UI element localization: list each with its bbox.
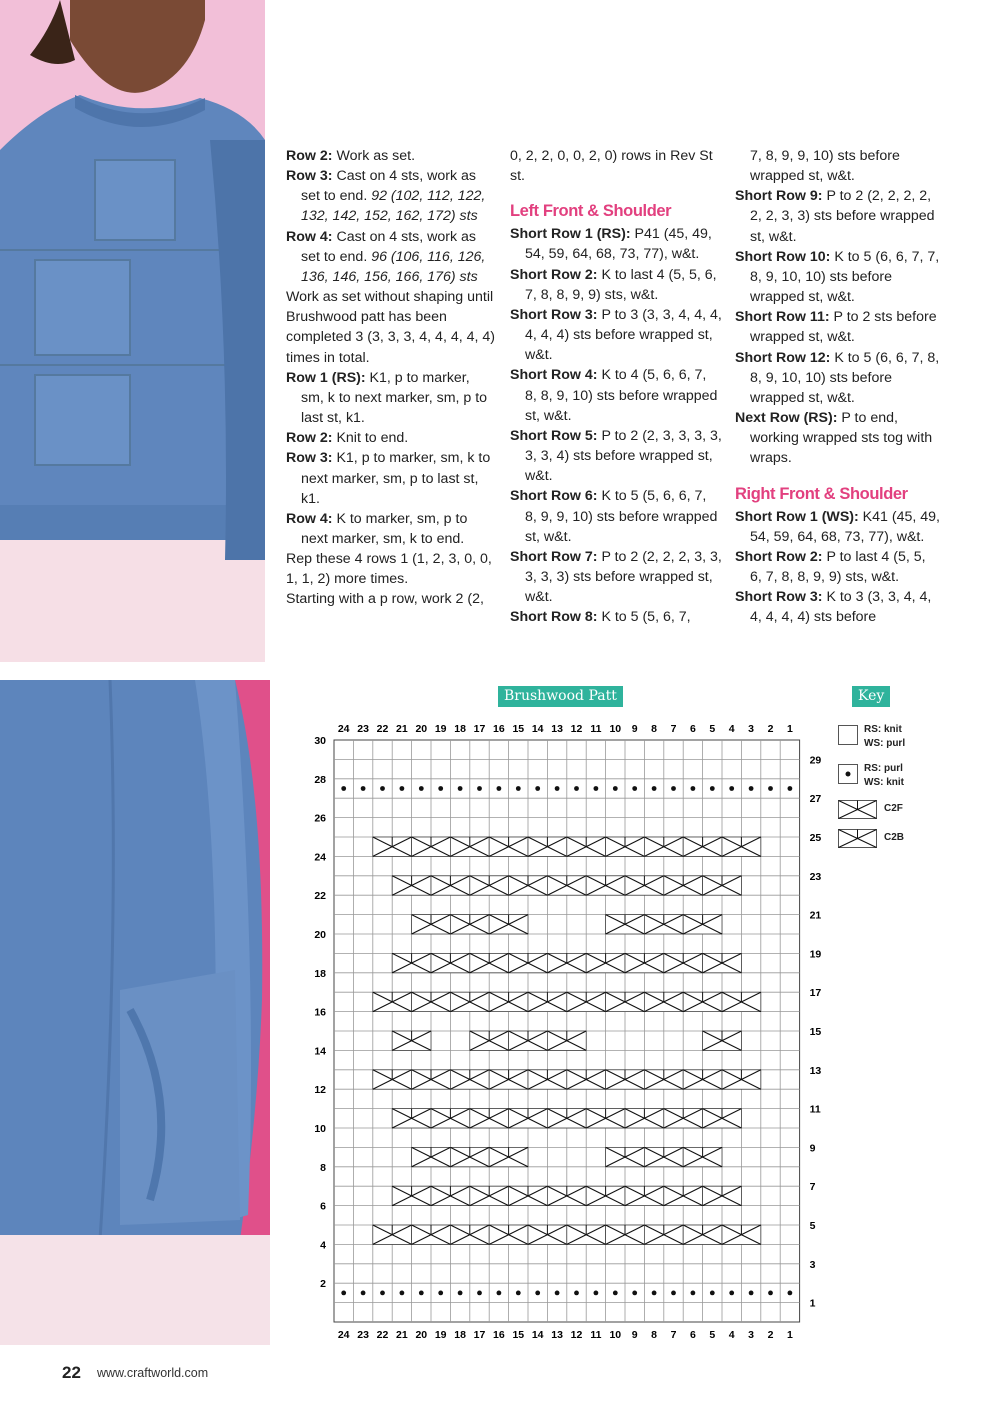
key-label-line: WS: purl xyxy=(864,738,906,749)
row-label: Short Row 3: xyxy=(510,306,598,323)
purl-dot xyxy=(632,786,637,791)
purl-dot xyxy=(535,786,540,791)
instruction-text: Knit to end. xyxy=(332,430,409,447)
instruction-text: K1, p to marker, sm, k to next marker, sm, p to last st, k1. xyxy=(301,450,491,507)
row-number-left: 14 xyxy=(314,1045,326,1058)
column-number-bottom: 2 xyxy=(767,1329,774,1341)
row-number-left: 22 xyxy=(314,890,326,903)
purl-dot xyxy=(768,1291,773,1296)
row-number-left: 16 xyxy=(314,1006,326,1019)
instruction-text: 7, 8, 9, 9, 10) sts before wrapped st, w&t. xyxy=(750,148,900,185)
row-label: Short Row 6: xyxy=(510,488,598,505)
instruction-paragraph xyxy=(735,547,940,587)
instruction-paragraph xyxy=(286,549,496,589)
instruction-paragraph xyxy=(735,307,940,347)
row-label: Row 3: xyxy=(286,168,333,185)
column-number-top: 14 xyxy=(531,723,544,735)
brushwood-chart xyxy=(300,710,820,1350)
row-number-right: 13 xyxy=(809,1064,822,1077)
row-label: Row 2: xyxy=(286,148,333,164)
purl-dot xyxy=(458,1291,463,1296)
row-number-right: 27 xyxy=(809,793,822,806)
column-number-top: 7 xyxy=(670,723,677,735)
row-label: Short Row 1 (RS): xyxy=(510,226,631,243)
column-number-top: 9 xyxy=(631,723,638,735)
column-number-top: 13 xyxy=(551,723,563,735)
purl-dot xyxy=(652,1291,657,1296)
instruction-paragraph xyxy=(510,146,722,186)
row-number-right: 11 xyxy=(809,1103,821,1116)
column-number-top: 12 xyxy=(570,723,583,735)
pattern-text-column-1 xyxy=(286,146,496,610)
purl-dot xyxy=(710,786,715,791)
instruction-text: K to 3 (3, 3, 4, 4, 4, 4, 4, 4) sts before xyxy=(750,589,932,626)
purl-dot xyxy=(788,786,793,791)
instruction-text: Starting with a p row, work 2 (2, xyxy=(286,591,484,608)
column-number-top: 21 xyxy=(396,723,408,735)
row-number-left: 30 xyxy=(314,735,326,747)
instruction-paragraph xyxy=(286,509,496,549)
row-label: Next Row (RS): xyxy=(735,410,838,427)
purl-dot xyxy=(400,1291,405,1296)
instruction-text: K to marker, sm, p to next marker, sm, k to end. xyxy=(301,510,468,547)
instruction-text: K41 (45, 49, 54, 59, 64, 68, 73, 77), w&t. xyxy=(750,508,940,545)
purl-dot xyxy=(419,1291,424,1296)
instruction-text: P41 (45, 49, 54, 59, 64, 68, 73, 77), w&t. xyxy=(525,226,712,263)
instruction-text: Cast on 4 sts, work as set to end. xyxy=(301,228,477,265)
column-number-top: 23 xyxy=(357,723,369,735)
column-number-bottom: 12 xyxy=(570,1329,583,1341)
column-number-bottom: 6 xyxy=(689,1329,696,1341)
column-number-bottom: 20 xyxy=(415,1329,428,1341)
row-label: Short Row 2: xyxy=(735,548,823,565)
row-number-right: 29 xyxy=(809,754,822,767)
instruction-paragraph xyxy=(286,448,496,508)
instruction-paragraph xyxy=(735,186,940,246)
key-label-line: RS: knit xyxy=(864,724,902,735)
instruction-text: P to last 4 (5, 5, 6, 7, 8, 8, 9, 9) sts, w&t. xyxy=(750,548,926,585)
instruction-paragraph xyxy=(286,368,496,428)
purl-dot xyxy=(341,786,346,791)
column-number-bottom: 18 xyxy=(454,1329,466,1341)
purl-dot xyxy=(555,786,560,791)
model-sweater-front-photo xyxy=(0,0,265,662)
column-number-top: 10 xyxy=(609,723,622,735)
purl-dot xyxy=(749,786,754,791)
instruction-text: Rep these 4 rows 1 (1, 2, 3, 0, 0, 1, 1, 2) more times. xyxy=(286,551,492,588)
row-number-left: 20 xyxy=(314,929,326,941)
purl-dot xyxy=(438,786,443,791)
section-heading: Left Front & Shoulder xyxy=(510,202,672,221)
instruction-text: K to 5 (5, 6, 7, xyxy=(597,609,691,626)
key-title: Key xyxy=(852,686,890,707)
instruction-paragraph xyxy=(735,507,940,547)
column-number-top: 1 xyxy=(786,723,793,735)
instruction-text: K to 5 (6, 6, 7, 8, 8, 9, 10, 10) sts before wrapped st, w&t. xyxy=(750,349,940,406)
instruction-text: K to 4 (5, 6, 6, 7, 8, 8, 9, 10) sts before wrapped st, w&t. xyxy=(525,367,718,424)
knit-symbol-icon xyxy=(838,725,858,745)
instruction-paragraph xyxy=(735,408,940,468)
purl-dot xyxy=(419,786,424,791)
row-label: Row 3: xyxy=(286,450,333,467)
row-number-right: 9 xyxy=(809,1142,816,1155)
column-number-bottom: 10 xyxy=(609,1329,622,1341)
column-number-bottom: 3 xyxy=(748,1329,755,1341)
purl-dot xyxy=(574,786,579,791)
column-number-bottom: 7 xyxy=(670,1329,677,1341)
row-number-right: 1 xyxy=(809,1297,816,1310)
instruction-paragraph xyxy=(510,224,722,264)
purl-dot xyxy=(768,786,773,791)
pattern-text-column-3 xyxy=(735,146,940,627)
purl-dot xyxy=(691,1291,696,1296)
purl-dot xyxy=(438,1291,443,1296)
row-number-right: 15 xyxy=(809,1026,822,1038)
row-number-left: 4 xyxy=(320,1239,326,1252)
stitch-count: 92 (102, 112, 122, 132, 142, 152, 162, 172) sts xyxy=(301,188,486,225)
instruction-paragraph xyxy=(286,589,496,609)
instruction-paragraph xyxy=(735,146,940,186)
purl-dot xyxy=(380,786,385,791)
row-number-left: 28 xyxy=(314,773,326,786)
instruction-paragraph xyxy=(510,426,722,486)
column-number-top: 8 xyxy=(651,723,658,735)
row-label: Short Row 4: xyxy=(510,367,598,384)
instruction-text: Work as set without shaping until Brushwood patt has been completed 3 (3, 3, 3, 4, 4, 4, 4, 4) times in total. xyxy=(286,289,495,366)
column-number-bottom: 21 xyxy=(396,1329,408,1341)
purl-dot xyxy=(477,786,482,791)
column-number-top: 18 xyxy=(454,723,466,735)
row-number-right: 5 xyxy=(809,1220,816,1232)
column-number-top: 20 xyxy=(415,723,428,735)
column-number-top: 6 xyxy=(689,723,696,735)
instruction-paragraph xyxy=(510,607,722,627)
column-number-bottom: 17 xyxy=(473,1329,486,1341)
row-label: Short Row 9: xyxy=(735,188,823,205)
instruction-paragraph xyxy=(286,227,496,287)
row-label: Short Row 1 (WS): xyxy=(735,508,859,525)
row-number-right: 7 xyxy=(809,1181,816,1194)
purl-dot xyxy=(594,786,599,791)
row-number-right: 23 xyxy=(809,870,822,883)
instruction-paragraph xyxy=(735,247,940,307)
row-number-left: 8 xyxy=(320,1161,326,1174)
purl-dot xyxy=(516,786,521,791)
purl-dot xyxy=(613,786,618,791)
row-number-right: 19 xyxy=(809,948,822,961)
row-number-right: 17 xyxy=(809,987,822,1000)
column-number-bottom: 22 xyxy=(376,1329,389,1341)
key-label-line: RS: purl xyxy=(864,763,903,774)
purl-dot xyxy=(341,1291,346,1296)
row-label: Short Row 10: xyxy=(735,248,831,265)
instruction-paragraph xyxy=(510,305,722,365)
column-number-top: 17 xyxy=(473,723,486,735)
row-number-left: 24 xyxy=(314,851,326,864)
row-number-left: 6 xyxy=(320,1200,326,1213)
row-label: Short Row 5: xyxy=(510,427,598,444)
column-number-bottom: 24 xyxy=(337,1329,350,1341)
purl-dot xyxy=(380,1291,385,1296)
c2f-cable-icon xyxy=(838,800,878,820)
column-number-bottom: 23 xyxy=(357,1329,369,1341)
column-number-top: 24 xyxy=(337,723,350,735)
column-number-top: 16 xyxy=(493,723,505,735)
instruction-text: K1, p to marker, sm, k to next marker, sm, p to last st, k1. xyxy=(301,369,488,427)
purl-dot xyxy=(671,786,676,791)
purl-dot xyxy=(555,1291,560,1296)
instruction-text: P to 2 (2, 2, 2, 3, 3, 3, 3, 3) sts before wrapped st, w&t. xyxy=(525,548,722,606)
row-label: Short Row 3: xyxy=(735,589,823,606)
column-number-bottom: 4 xyxy=(728,1329,735,1341)
row-number-left: 26 xyxy=(314,812,326,825)
purl-dot xyxy=(594,1291,599,1296)
instruction-text: K to 5 (5, 6, 6, 7, 8, 9, 9, 10) sts before wrapped st, w&t. xyxy=(525,488,718,545)
purl-dot xyxy=(729,786,734,791)
key-label-line: C2B xyxy=(884,832,905,843)
row-number-left: 2 xyxy=(320,1278,326,1291)
row-label: Short Row 11: xyxy=(735,309,830,326)
column-number-top: 5 xyxy=(709,723,716,735)
website-url: www.craftworld.com xyxy=(97,1366,209,1380)
instruction-paragraph xyxy=(286,166,496,226)
column-number-bottom: 19 xyxy=(434,1329,447,1341)
purl-dot xyxy=(652,786,657,791)
page-number: 22 xyxy=(62,1363,81,1382)
purl-dot xyxy=(749,1291,754,1296)
row-number-left: 10 xyxy=(314,1123,326,1135)
column-number-bottom: 14 xyxy=(531,1329,544,1341)
purl-dot xyxy=(671,1291,676,1296)
purl-dot xyxy=(729,1291,734,1296)
instruction-paragraph xyxy=(510,486,722,546)
column-number-bottom: 1 xyxy=(786,1329,793,1341)
column-number-top: 22 xyxy=(376,723,389,735)
column-number-top: 11 xyxy=(590,723,602,735)
instruction-text: K to 5 (6, 6, 7, 7, 8, 9, 10, 10) sts before wrapped st, w&t. xyxy=(750,248,940,306)
column-number-top: 2 xyxy=(767,723,774,735)
purl-symbol-icon xyxy=(838,764,858,784)
purl-dot xyxy=(691,786,696,791)
row-label: Short Row 7: xyxy=(510,548,598,565)
purl-dot xyxy=(497,786,502,791)
column-number-top: 19 xyxy=(434,723,447,735)
key-label xyxy=(884,831,904,845)
column-number-bottom: 11 xyxy=(590,1329,602,1341)
instruction-paragraph xyxy=(286,146,496,166)
purl-dot xyxy=(497,1291,502,1296)
column-number-bottom: 15 xyxy=(512,1329,525,1341)
row-number-right: 25 xyxy=(809,832,822,844)
row-number-right: 3 xyxy=(809,1258,816,1271)
instruction-paragraph xyxy=(735,348,940,408)
row-number-left: 18 xyxy=(314,967,326,980)
purl-dot xyxy=(477,1291,482,1296)
purl-dot xyxy=(516,1291,521,1296)
row-label: Short Row 12: xyxy=(735,349,831,366)
instruction-text: P to 2 (2, 3, 3, 3, 3, 3, 3, 4) sts before wrapped st, w&t. xyxy=(525,427,722,485)
key-label xyxy=(864,723,905,751)
key-label-line: C2F xyxy=(884,803,903,814)
purl-dot xyxy=(788,1291,793,1296)
column-number-bottom: 5 xyxy=(709,1329,716,1341)
section-heading: Right Front & Shoulder xyxy=(735,484,908,503)
c2b-cable-icon xyxy=(838,829,878,849)
purl-dot xyxy=(710,1291,715,1296)
column-number-top: 3 xyxy=(748,723,755,735)
instruction-paragraph xyxy=(286,428,496,448)
column-number-bottom: 16 xyxy=(493,1329,505,1341)
instruction-text: K to last 4 (5, 5, 6, 7, 8, 8, 9, 9) sts, w&t. xyxy=(525,266,717,303)
chart-title: Brushwood Patt xyxy=(498,686,623,707)
purl-dot xyxy=(458,786,463,791)
purl-dot xyxy=(574,1291,579,1296)
stitch-count: 96 (106, 116, 126, 136, 146, 156, 166, 176) sts xyxy=(301,248,486,285)
row-label: Row 1 (RS): xyxy=(286,369,366,386)
row-label: Short Row 8: xyxy=(510,609,598,626)
model-sweater-sleeve-photo xyxy=(0,680,270,1345)
purl-dot xyxy=(535,1291,540,1296)
pattern-text-column-2 xyxy=(510,146,722,627)
row-label: Row 4: xyxy=(286,228,333,245)
column-number-bottom: 8 xyxy=(651,1329,658,1341)
instruction-text: P to 3 (3, 3, 4, 4, 4, 4, 4, 4) sts before wrapped st, w&t. xyxy=(525,306,722,364)
purl-dot xyxy=(400,786,405,791)
row-label: Row 2: xyxy=(286,430,333,447)
column-number-top: 15 xyxy=(512,723,525,735)
row-number-right: 21 xyxy=(809,909,822,922)
purl-dot xyxy=(361,1291,366,1296)
purl-dot xyxy=(361,786,366,791)
instruction-paragraph xyxy=(735,587,940,627)
instruction-paragraph xyxy=(510,365,722,425)
row-label: Row 4: xyxy=(286,510,333,527)
instruction-text: Cast on 4 sts, work as set to end. xyxy=(301,168,477,205)
key-label xyxy=(884,802,903,816)
instruction-text: P to end, working wrapped sts tog with wraps. xyxy=(750,410,933,467)
row-label: Short Row 2: xyxy=(510,266,598,283)
instruction-text: Work as set. xyxy=(332,148,416,164)
purl-dot xyxy=(632,1291,637,1296)
instruction-text: 0, 2, 2, 0, 0, 2, 0) rows in Rev St st. xyxy=(510,148,713,185)
row-number-left: 12 xyxy=(314,1084,326,1097)
instruction-paragraph xyxy=(286,287,496,368)
instruction-paragraph xyxy=(510,547,722,607)
column-number-bottom: 13 xyxy=(551,1329,563,1341)
key-label xyxy=(864,762,904,790)
column-number-bottom: 9 xyxy=(631,1329,638,1341)
key-label-line: WS: knit xyxy=(864,777,904,788)
instruction-text: P to 2 sts before wrapped st, w&t. xyxy=(750,309,937,346)
purl-dot xyxy=(613,1291,618,1296)
instruction-text: P to 2 (2, 2, 2, 2, 2, 2, 3, 3) sts before wrapped st, w&t. xyxy=(750,188,935,245)
column-number-top: 4 xyxy=(728,723,735,735)
instruction-paragraph xyxy=(510,265,722,305)
